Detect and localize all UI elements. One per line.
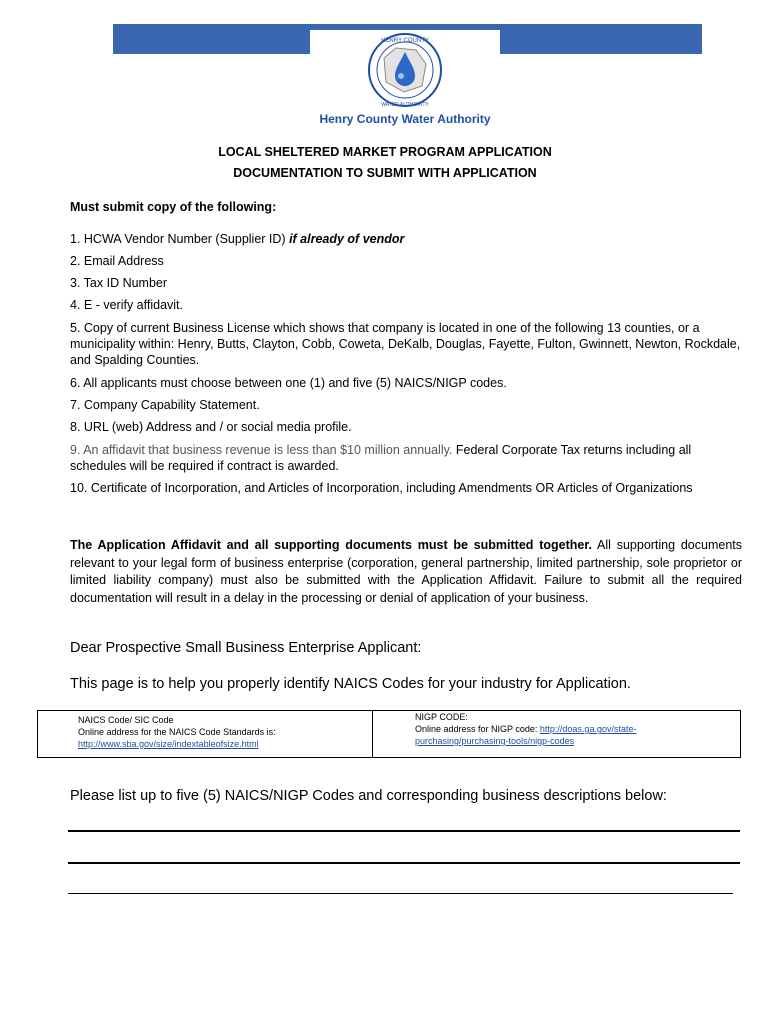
org-name: Henry County Water Authority — [319, 112, 491, 126]
list-item: 5. Copy of current Business License which shows that company is located in one of the following 13 counties, or a municipality within: Henry, Butts, Clayton, Cobb, Coweta, DeKalb, Douglas, Fayette, Fulton, Gwinnett, Newton, Rockdale, and Spalding Counties. — [70, 321, 741, 367]
list-item: 4. E - verify affidavit. — [70, 298, 184, 312]
submission-note: The Application Affidavit and all supporting documents must be submitted together. All supporting documents relevant to your legal form of business enterprise (corporation, general partnership, limited partnership, sole proprietor or limited liability company) must also be submitted with the Application Affidavit. Failure to submit all the required documentation will result in a delay in the processing or denial of application of your business. — [70, 538, 742, 605]
list-item: 9. An affidavit that business revenue is less than $10 million annually. Federal Corporate Tax returns including all schedules will be required if contract is awarded. — [70, 443, 692, 473]
water-drop-seal-icon — [364, 30, 446, 112]
must-submit-heading: Must submit copy of the following: — [70, 200, 277, 214]
list-item: 6. All applicants must choose between one (1) and five (5) NAICS/NIGP codes. — [70, 376, 507, 390]
help-text: This page is to help you properly identify NAICS Codes for your industry for Application. — [70, 676, 631, 692]
list-item: 2. Email Address — [70, 254, 164, 268]
list-item: 10. Certificate of Incorporation, and Articles of Incorporation, including Amendments OR Articles of Organizations — [70, 481, 693, 495]
instructions: Please list up to five (5) NAICS/NIGP Codes and corresponding business descriptions below: — [70, 788, 667, 804]
document-subtitle: DOCUMENTATION TO SUBMIT WITH APPLICATION — [233, 166, 537, 180]
list-item: 1. HCWA Vendor Number (Supplier ID) if already of vendor — [70, 232, 405, 246]
document-title: LOCAL SHELTERED MARKET PROGRAM APPLICATION — [218, 145, 552, 159]
nigp-link[interactable]: http://doas.ga.gov/state- — [539, 724, 637, 734]
logo — [310, 30, 500, 126]
seal-text-bottom: WATER AUTHORITY — [381, 102, 429, 108]
list-item: 7. Company Capability Statement. — [70, 398, 260, 412]
entry-line[interactable] — [68, 862, 740, 864]
list-item: 3. Tax ID Number — [70, 276, 168, 290]
naics-link[interactable]: http://www.sba.gov/size/indextableofsize.html — [78, 739, 259, 749]
list-item: 8. URL (web) Address and / or social media profile. — [70, 420, 352, 434]
entry-line[interactable] — [68, 830, 740, 832]
nigp-link-cont[interactable]: purchasing/purchasing-tools/nigp-codes — [415, 736, 575, 746]
seal-text-top: HENRY COUNTY — [381, 38, 429, 44]
nigp-cell: NIGP CODE: Online address for NIGP code: http://doas.ga.gov/state- purchasing/purchasing-tools/nigp-codes — [373, 711, 740, 757]
naics-cell: NAICS Code/ SIC Code Online address for the NAICS Code Standards is: http://www.sba.gov/size/indextableofsize.html — [38, 711, 373, 757]
codes-table — [37, 710, 741, 758]
entry-line[interactable] — [68, 893, 733, 894]
salutation: Dear Prospective Small Business Enterprise Applicant: — [70, 640, 422, 656]
